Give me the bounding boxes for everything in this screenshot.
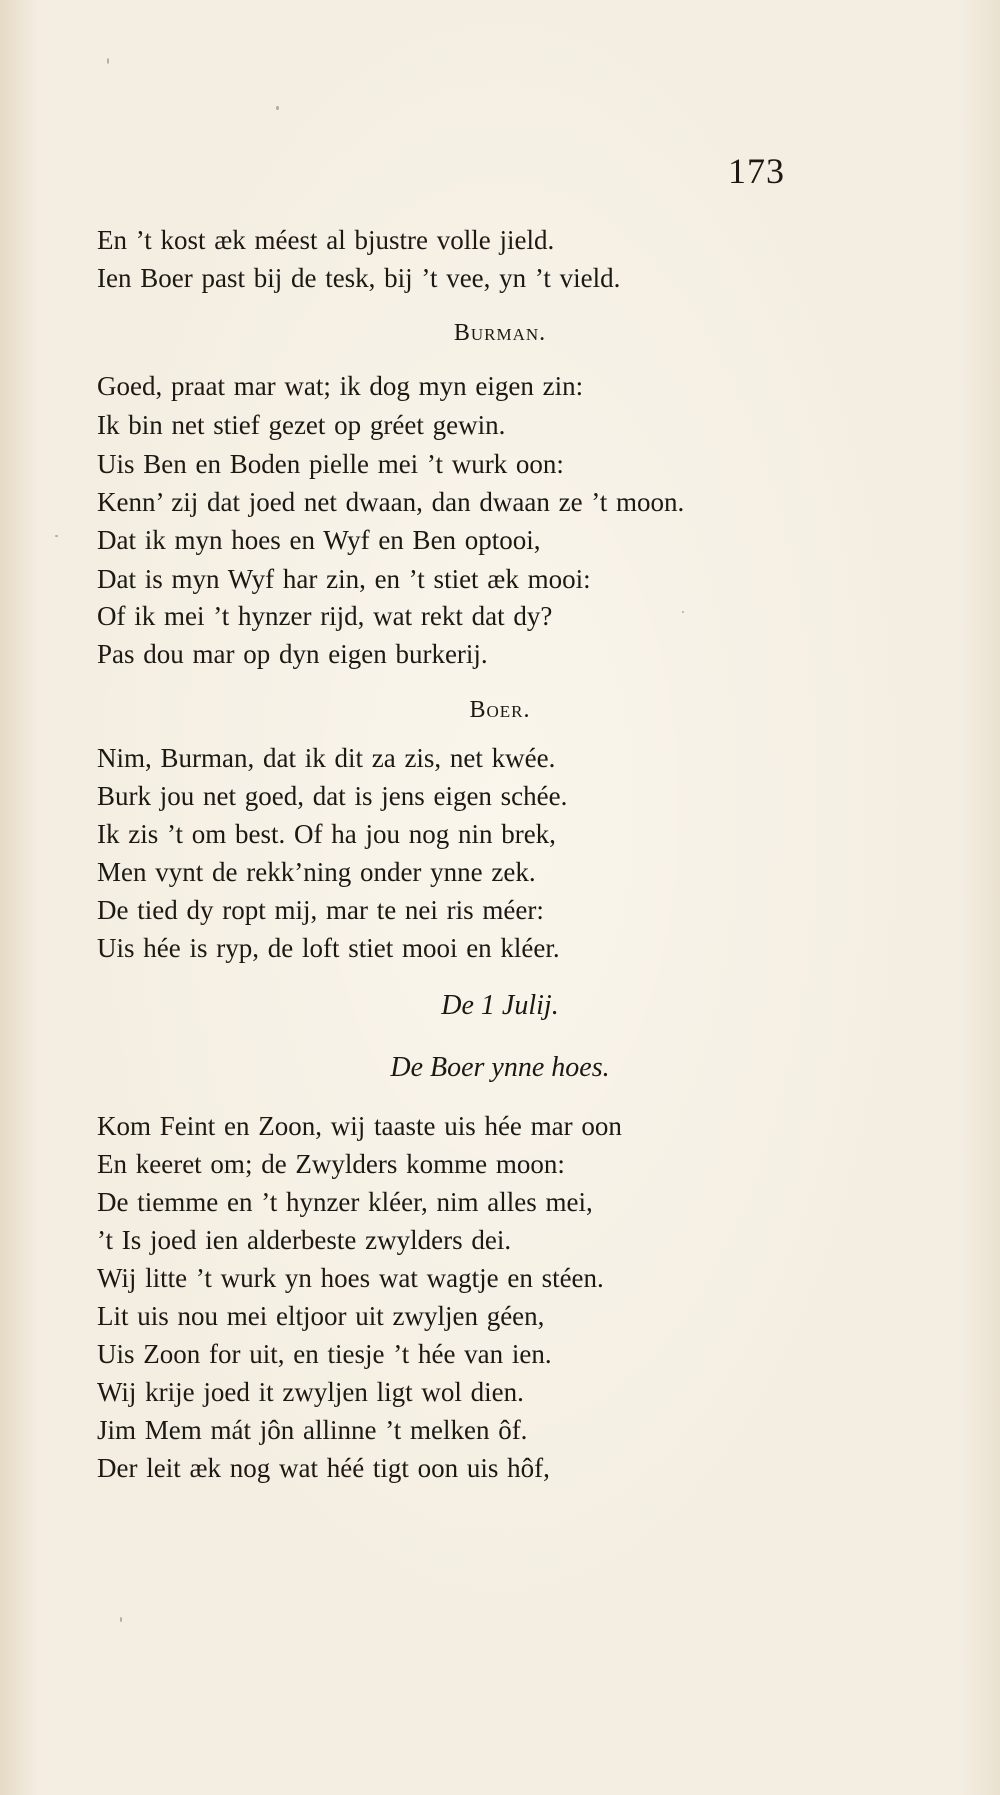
verse-line: Nim, Burman, dat ik dit za zis, net kwée. xyxy=(97,743,556,773)
verse-line: En ’t kost æk méest al bjustre volle jield. xyxy=(97,225,555,255)
verse-line: De tied dy ropt mij, mar te nei ris méer: xyxy=(97,895,544,925)
paper-speck xyxy=(682,611,684,613)
verse-line: Wij litte ’t wurk yn hoes wat wagtje en stéen. xyxy=(97,1263,604,1293)
verse-line: De tiemme en ’t hynzer kléer, nim alles mei, xyxy=(97,1187,593,1217)
paper-speck xyxy=(107,58,109,64)
verse-line: Uis Zoon for uit, en tiesje ’t hée van ien. xyxy=(97,1339,552,1369)
verse-line: Jim Mem mát jôn allinne ’t melken ôf. xyxy=(97,1415,528,1445)
verse-line: Pas dou mar op dyn eigen burkerij. xyxy=(97,639,488,669)
verse-line: Burk jou net goed, dat is jens eigen schée. xyxy=(97,781,568,811)
verse-line: Ik zis ’t om best. Of ha jou nog nin brek, xyxy=(97,819,556,849)
verse-line: Der leit æk nog wat héé tigt oon uis hôf, xyxy=(97,1453,550,1483)
verse-line: Men vynt de rekk’ning onder ynne zek. xyxy=(97,857,536,887)
verse-line: Kom Feint en Zoon, wij taaste uis hée mar oon xyxy=(97,1111,622,1141)
paper-speck xyxy=(120,1617,122,1622)
verse-line: Goed, praat mar wat; ik dog myn eigen zin: xyxy=(97,371,584,401)
verse-line: En keeret om; de Zwylders komme moon: xyxy=(97,1149,565,1179)
verse-line: Dat is myn Wyf har zin, en ’t stiet æk mooi: xyxy=(97,564,591,594)
date-heading: De 1 Julij. xyxy=(441,990,559,1021)
paper-speck xyxy=(55,535,58,537)
verse-line: Kenn’ zij dat joed net dwaan, dan dwaan ze ’t moon. xyxy=(97,487,685,517)
scene-heading: De Boer ynne hoes. xyxy=(390,1052,610,1083)
verse-line: ’t Is joed ien alderbeste zwylders dei. xyxy=(97,1225,512,1255)
paper-speck xyxy=(276,106,279,110)
verse-line: Uis hée is ryp, de loft stiet mooi en kléer. xyxy=(97,933,560,963)
speaker-heading: Burman. xyxy=(453,320,547,346)
verse-line: Uis Ben en Boden pielle mei ’t wurk oon: xyxy=(97,449,564,479)
verse-line: Wij krije joed it zwyljen ligt wol dien. xyxy=(97,1377,524,1407)
verse-line: Lit uis nou mei eltjoor uit zwyljen géen, xyxy=(97,1301,545,1331)
verse-line: Of ik mei ’t hynzer rijd, wat rekt dat dy? xyxy=(97,601,553,631)
verse-line: Dat ik myn hoes en Wyf en Ben optooi, xyxy=(97,525,541,555)
speaker-heading: Boer. xyxy=(469,697,531,723)
verse-line: Ik bin net stief gezet op gréet gewin. xyxy=(97,410,506,440)
page-number: 173 xyxy=(728,151,785,191)
verse-line: Ien Boer past bij de tesk, bij ’t vee, yn ’t vield. xyxy=(97,263,621,293)
